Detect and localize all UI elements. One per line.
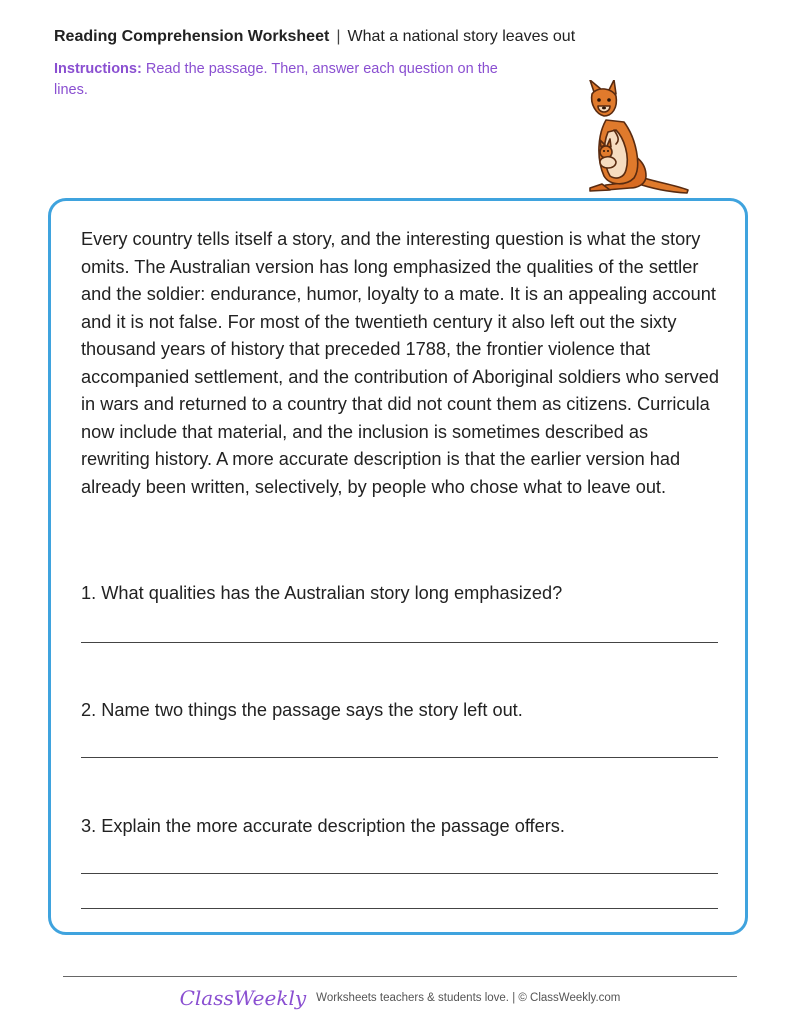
instructions xyxy=(54,59,524,101)
worksheet-subtitle: What a national story leaves out xyxy=(347,28,576,45)
footer-divider xyxy=(63,976,737,977)
kangaroo-icon xyxy=(576,80,694,196)
reading-passage: Every country tells itself a story, and the interesting question is what the story omits. The Australian version has long emphasized the qualities of the settler and the soldier: endurance, humor, loyalty to a mate. It is an appealing account and it is not false. For most of the twentieth century it also left out the sixty thousand years of history that preceded 1788, the frontier violence that accompanied settlement, and the contribution of Aboriginal soldiers who served in wars and returned to a country that did not count them as citizens. Curricula now include that material, and the inclusion is sometimes described as rewriting history. A more accurate description is that the earlier version had already been written, selectively, by people who chose what to leave out. xyxy=(81,229,719,497)
footer-tagline: Worksheets teachers & students love. | © ClassWeekly.com xyxy=(316,992,621,1004)
answer-line-1[interactable] xyxy=(81,642,718,643)
answer-line-3a[interactable] xyxy=(81,873,718,874)
question-3: 3. Explain the more accurate description the passage offers. xyxy=(81,816,565,836)
brand-logo: ClassWeekly xyxy=(179,986,307,1010)
question-1: 1. What qualities has the Australian story long emphasized? xyxy=(81,583,563,603)
footer xyxy=(0,986,800,1010)
worksheet-header xyxy=(54,28,575,46)
instructions-text: Read the passage. Then, answer each question on the lines. xyxy=(54,61,498,98)
instructions-label: Instructions: xyxy=(54,61,142,77)
question-2: 2. Name two things the passage says the story left out. xyxy=(81,700,523,720)
header-separator: | xyxy=(336,28,341,45)
worksheet-title: Reading Comprehension Worksheet xyxy=(54,28,330,45)
answer-line-2[interactable] xyxy=(81,757,718,758)
answer-line-3b[interactable] xyxy=(81,908,718,909)
